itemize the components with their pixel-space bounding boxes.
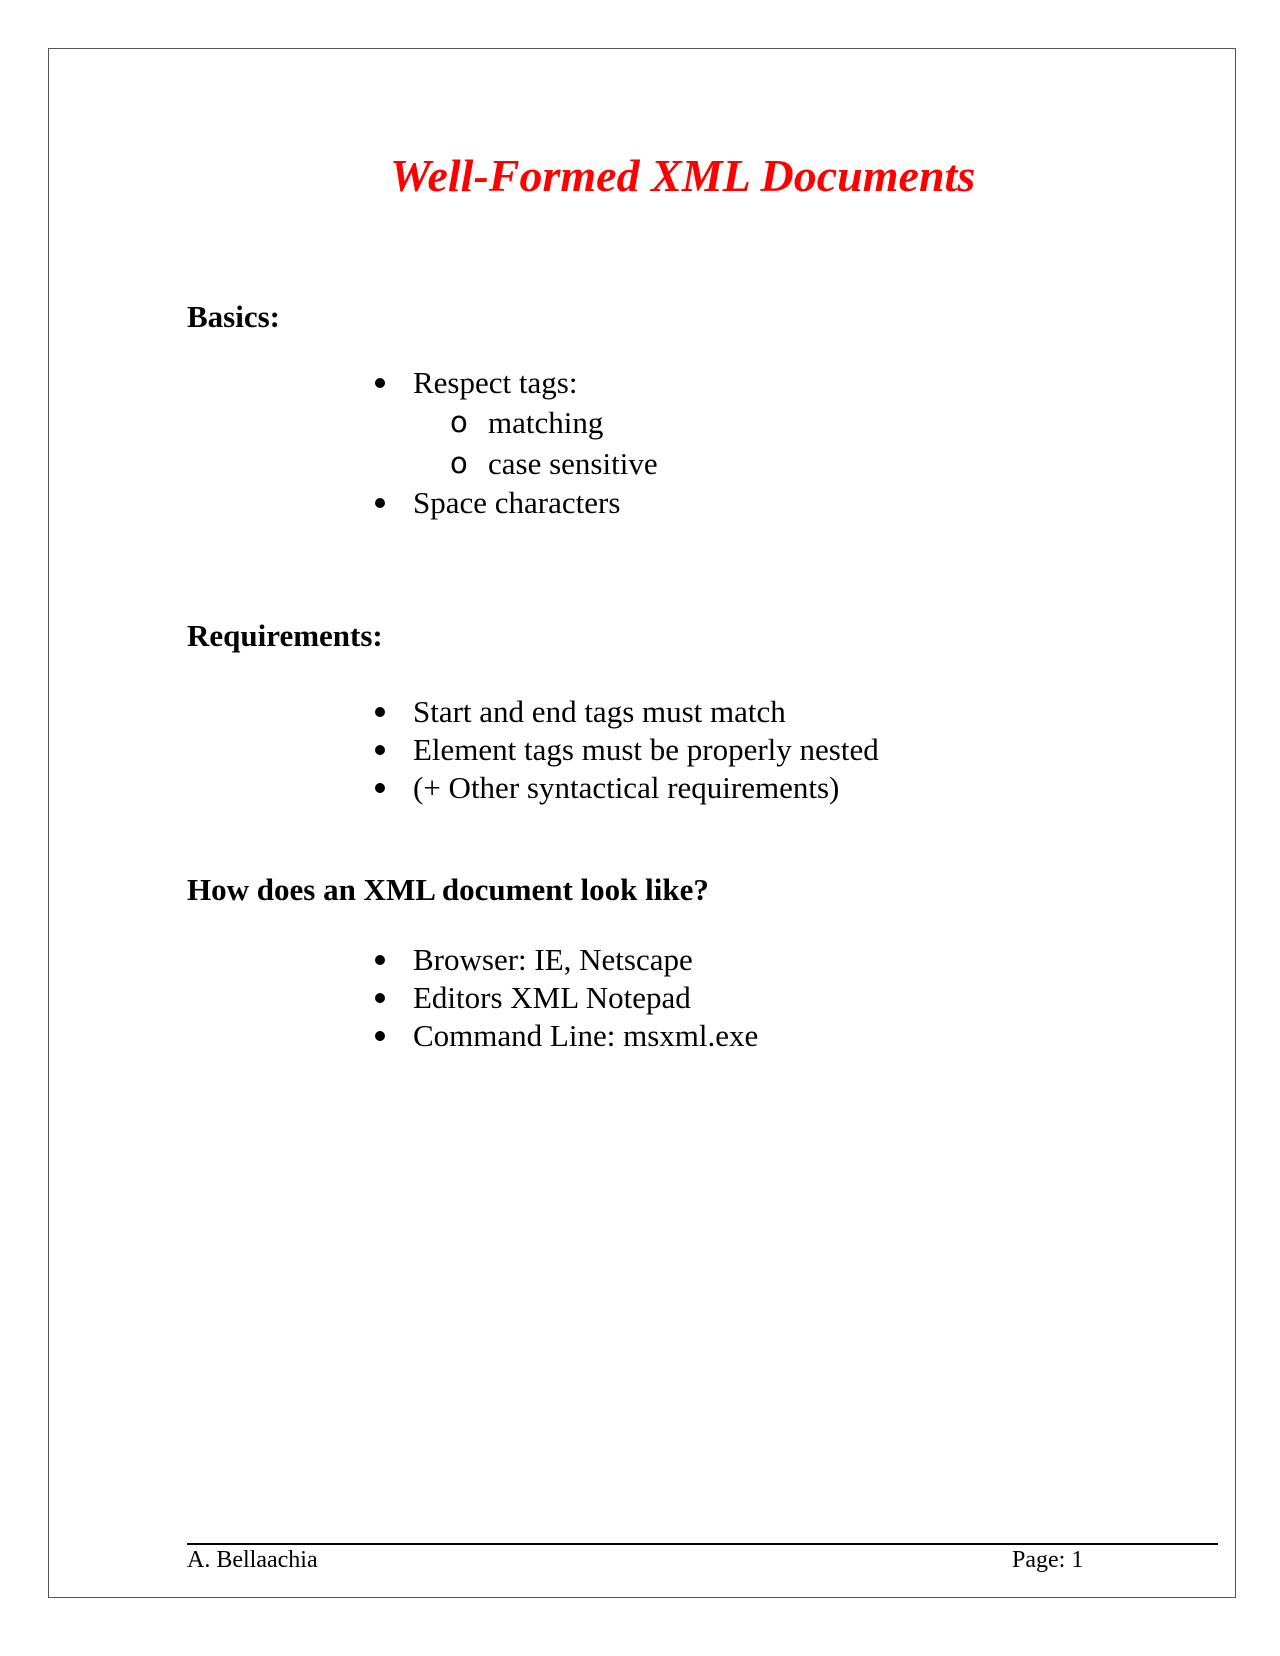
- bullet-icon: [375, 498, 385, 508]
- list-item: [360, 731, 879, 769]
- list-item-text: Start and end tags must match: [413, 694, 786, 729]
- list-item: [360, 941, 758, 979]
- bullet-icon: [375, 1031, 385, 1041]
- list-item-text: Respect tags:: [413, 365, 578, 400]
- how-look-list: [360, 941, 758, 1055]
- list-item-text: Element tags must be properly nested: [413, 732, 879, 767]
- basics-list: [360, 364, 658, 522]
- bullet-icon: [375, 707, 385, 717]
- footer-page-number: Page: 1: [1012, 1547, 1084, 1573]
- list-item: [360, 693, 879, 731]
- list-item-text: Browser: IE, Netscape: [413, 942, 693, 977]
- list-item-text: Command Line: msxml.exe: [413, 1018, 759, 1053]
- bullet-icon: [375, 783, 385, 793]
- footer-author: A. Bellaachia: [187, 1547, 318, 1573]
- requirements-heading: Requirements:: [187, 618, 383, 653]
- sub-list-item: [360, 402, 658, 443]
- list-item-text: Editors XML Notepad: [413, 980, 691, 1015]
- list-item-text: (+ Other syntactical requirements): [413, 770, 840, 805]
- how-look-heading: How does an XML document look like?: [187, 872, 709, 907]
- sub-bullet-marker: o: [450, 446, 468, 480]
- list-item: [360, 364, 658, 402]
- requirements-list: [360, 693, 879, 807]
- document-title: Well-Formed XML Documents: [390, 150, 976, 201]
- list-item: [360, 979, 758, 1017]
- basics-heading: Basics:: [187, 299, 280, 334]
- list-item: [360, 769, 879, 807]
- sub-list-item-text: matching: [488, 405, 604, 440]
- bullet-icon: [375, 378, 385, 388]
- bullet-icon: [375, 745, 385, 755]
- bullet-icon: [375, 955, 385, 965]
- bullet-icon: [375, 993, 385, 1003]
- sub-bullet-marker: o: [450, 405, 468, 439]
- page-frame: [48, 48, 1236, 1598]
- sub-list-item-text: case sensitive: [488, 446, 658, 481]
- list-item: [360, 1017, 758, 1055]
- list-item: [360, 484, 658, 522]
- list-item-text: Space characters: [413, 485, 621, 520]
- sub-list-item: [360, 443, 658, 484]
